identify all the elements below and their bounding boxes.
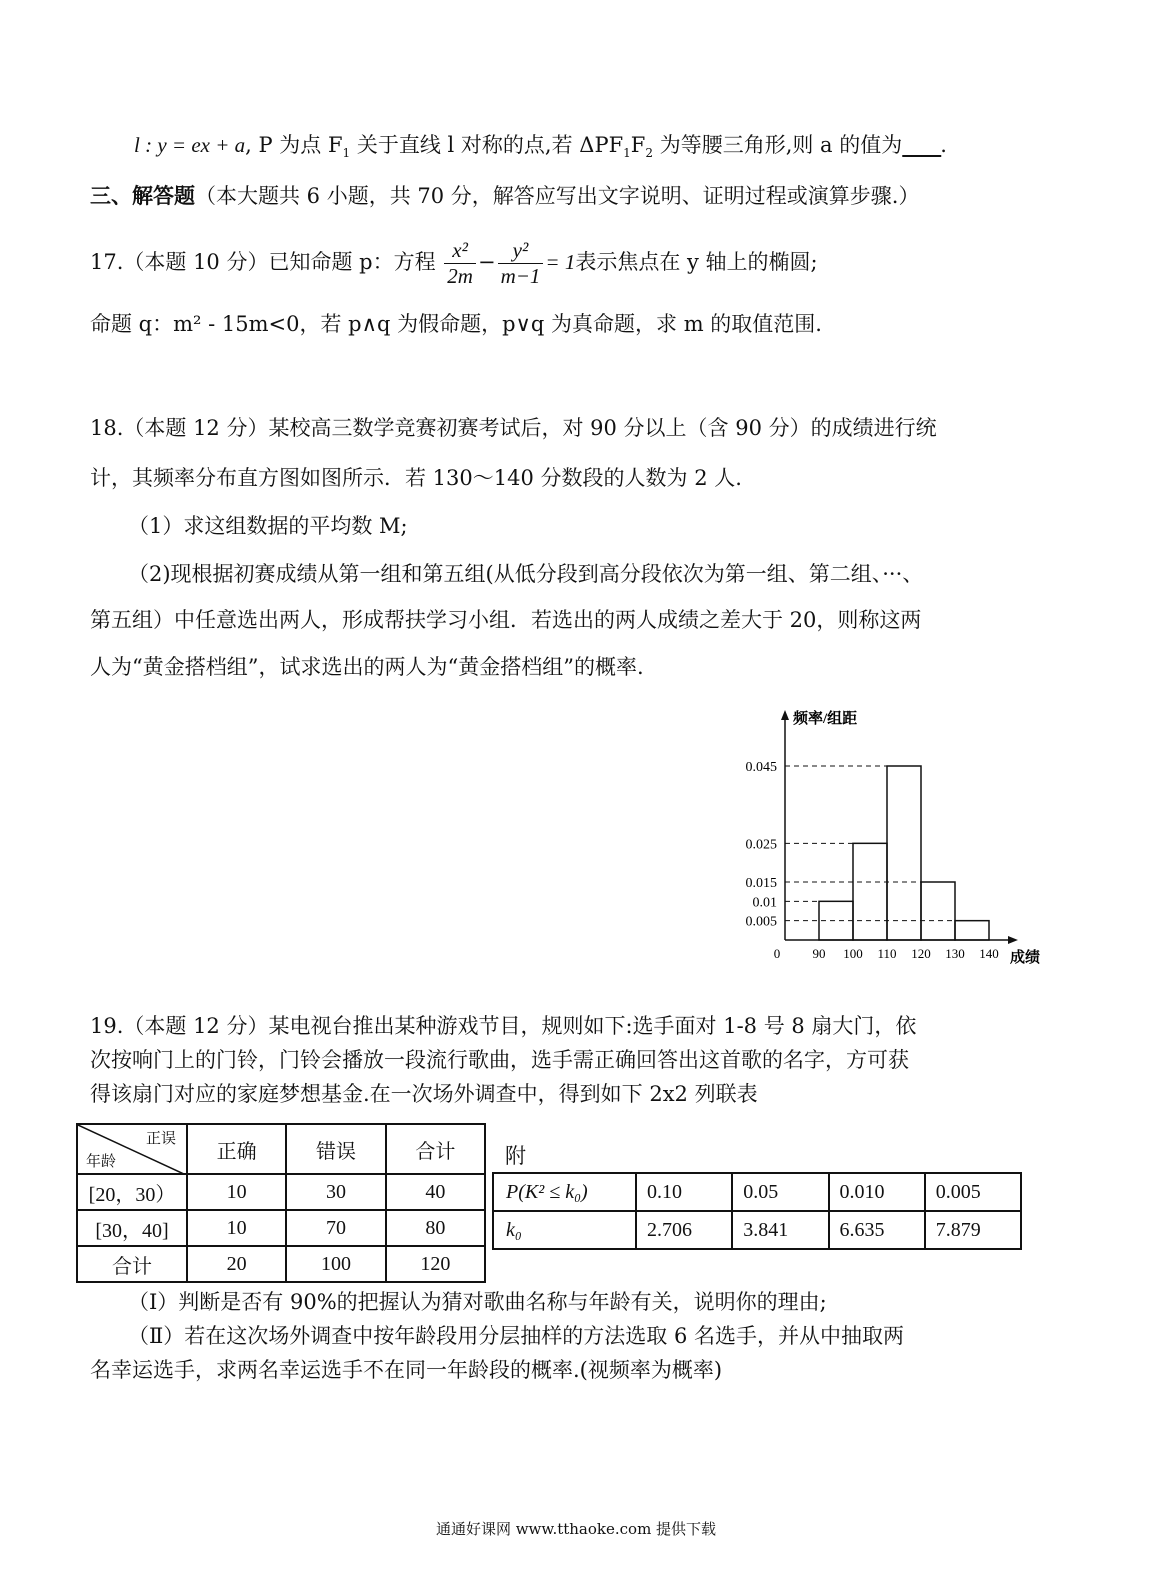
q17-lead: 17.（本题 10 分）已知命题 p：方程 <box>90 250 436 275</box>
table-row <box>77 1174 485 1210</box>
page-footer: 通通好课网 www.tthaoke.com 提供下载 <box>435 1520 717 1538</box>
table-header: 错误 <box>286 1124 385 1174</box>
table-row <box>493 1211 1021 1249</box>
x-axis-arrow <box>1008 936 1018 944</box>
table-corner-cell <box>77 1124 187 1174</box>
table-cell: 70 <box>286 1210 385 1246</box>
x-tick-label: 100 <box>843 946 863 961</box>
table-header-row <box>77 1124 485 1174</box>
frac2-den: m−1 <box>500 264 541 289</box>
table-cell: 合计 <box>77 1246 187 1282</box>
table-header: 合计 <box>386 1124 485 1174</box>
q19-line2: 次按响门上的门铃，门铃会播放一段流行歌曲，选手需正确回答出这首歌的名字，方可获 <box>90 1048 909 1072</box>
contingency-table <box>76 1123 486 1283</box>
q16-text-e: 为等腰三角形,则 a 的值为 <box>653 133 903 157</box>
q17-line2: 命题 q：m² - 15m<0，若 p∧q 为假命题，p∨q 为真命题，求 m 的取值范围. <box>90 312 822 336</box>
table-cell: 2.706 <box>636 1211 732 1249</box>
frequency-histogram <box>720 700 1060 970</box>
table-cell: 10 <box>187 1174 286 1210</box>
y-tick-label: 0.045 <box>745 760 777 775</box>
q19-part2-line1: （Ⅱ）若在这次场外调查中按年龄段用分层抽样的方法选取 6 名选手，并从中抽取两 <box>128 1324 904 1348</box>
y-tick-label: 0.015 <box>745 876 777 891</box>
origin-label: 0 <box>773 946 781 961</box>
q16-text-c: 关于直线 l 对称的点,若 ΔPF <box>350 133 624 157</box>
q17-fraction-x <box>444 238 476 289</box>
table-cell: 3.841 <box>732 1211 828 1249</box>
q16-tail-line <box>134 132 947 161</box>
q16-text-d: F <box>630 133 646 157</box>
table-row <box>493 1173 1021 1211</box>
q16-end: . <box>940 133 947 157</box>
table-cell: 20 <box>187 1246 286 1282</box>
q19-line3: 得该扇门对应的家庭梦想基金.在一次场外调查中，得到如下 2x2 列联表 <box>90 1082 758 1106</box>
q16-text-b: , P 为点 F <box>245 133 343 157</box>
x-tick-label: 90 <box>812 946 826 961</box>
table-cell: 6.635 <box>829 1211 925 1249</box>
q16-line-equation: l : y = ex + a <box>134 133 246 157</box>
y-tick-label: 0.01 <box>752 895 777 911</box>
histogram-bar <box>955 921 989 940</box>
q19-part2-line2: 名幸运选手，求两名幸运选手不在同一年龄段的概率.(视频率为概率) <box>90 1358 723 1382</box>
table-cell: [30，40] <box>77 1210 187 1246</box>
x-tick-label: 140 <box>979 946 999 961</box>
q17-line1 <box>90 238 818 289</box>
q17-tail: 表示焦点在 y 轴上的椭圆; <box>575 250 818 275</box>
table-header: 正确 <box>187 1124 286 1174</box>
x-tick-label: 130 <box>945 946 965 961</box>
q18-line1: 18.（本题 12 分）某校高三数学竞赛初赛考试后，对 90 分以上（含 90 分）的成绩进行统 <box>90 416 937 440</box>
table-cell: 120 <box>386 1246 485 1282</box>
q18-part2-line3: 人为“黄金搭档组”，试求选出的两人为“黄金搭档组”的概率. <box>90 655 644 679</box>
table-cell: 100 <box>286 1246 385 1282</box>
table-cell: 30 <box>286 1174 385 1210</box>
appendix-label: 附 <box>505 1144 526 1168</box>
frac1-num: x² <box>444 238 476 264</box>
corner-top-label: 正误 <box>145 1131 176 1147</box>
table-cell: [20，30） <box>77 1174 187 1210</box>
corner-bottom-label: 年龄 <box>86 1154 117 1170</box>
table-cell: 10 <box>187 1210 286 1246</box>
q16-sub2: 1 <box>623 146 631 161</box>
histogram-bar <box>853 843 887 940</box>
table-cell: 40 <box>386 1174 485 1210</box>
y-axis-arrow <box>781 710 789 720</box>
section-heading: 三、解答题 <box>90 183 195 208</box>
table-row <box>77 1210 485 1246</box>
table-cell: 80 <box>386 1210 485 1246</box>
histogram-bar <box>887 766 921 940</box>
critical-value-table <box>492 1172 1022 1250</box>
x-tick-label: 120 <box>911 946 931 961</box>
y-axis-label: 频率/组距 <box>793 711 858 727</box>
q19-part1: （Ⅰ）判断是否有 90%的把握认为猜对歌曲名称与年龄有关，说明你的理由; <box>128 1290 827 1314</box>
frac1-den: 2m <box>447 264 473 289</box>
q16-sub3: 2 <box>645 146 654 161</box>
q18-part2-line2: 第五组）中任意选出两人，形成帮扶学习小组．若选出的两人成绩之差大于 20，则称这两 <box>90 608 922 632</box>
section-note: （本大题共 6 小题，共 70 分，解答应写出文字说明、证明过程或演算步骤.） <box>195 184 920 208</box>
table-cell: P(K² ≤ k₀) <box>493 1173 636 1211</box>
answer-blank: ____ <box>902 132 941 157</box>
table-cell: 0.010 <box>829 1173 925 1211</box>
y-tick-label: 0.025 <box>745 837 777 853</box>
table-cell: k₀ <box>493 1211 636 1249</box>
q17-minus: − <box>477 250 496 275</box>
q18-part2-line1: （2)现根据初赛成绩从第一组和第五组(从低分段到高分段依次为第一组、第二组、···、 <box>128 562 924 586</box>
q19-line1: 19.（本题 12 分）某电视台推出某种游戏节目，规则如下:选手面对 1-8 号 8 扇大门，依 <box>90 1014 917 1038</box>
table-cell: 7.879 <box>925 1211 1021 1249</box>
section-heading-line <box>90 183 919 209</box>
histogram-bar <box>921 882 955 940</box>
q18-part1: （1）求这组数据的平均数 M; <box>128 514 408 538</box>
y-tick-label: 0.005 <box>745 914 777 930</box>
table-cell: 0.10 <box>636 1173 732 1211</box>
table-cell: 0.05 <box>732 1173 828 1211</box>
frac2-num: y² <box>498 238 544 264</box>
table-row <box>77 1246 485 1282</box>
x-axis-label: 成绩 <box>1010 950 1041 966</box>
q16-sub1: 1 <box>342 146 351 161</box>
q17-fraction-y <box>498 238 544 289</box>
q17-eq: = 1 <box>545 250 576 275</box>
table-cell: 0.005 <box>925 1173 1021 1211</box>
x-tick-label: 110 <box>877 946 897 961</box>
q18-line2: 计，其频率分布直方图如图所示．若 130～140 分数段的人数为 2 人. <box>90 466 742 490</box>
